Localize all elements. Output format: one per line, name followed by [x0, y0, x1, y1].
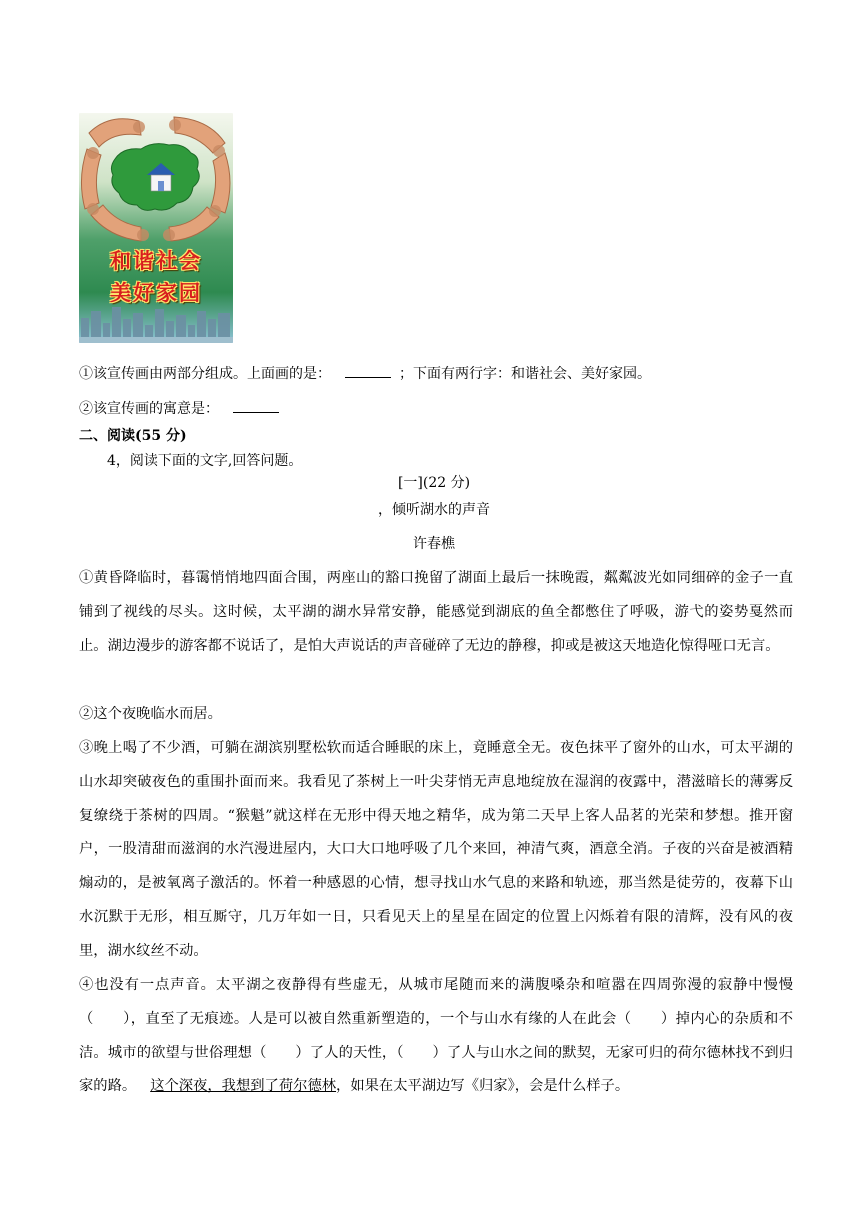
- paragraph-4-part-a: ④也没有一点声音。太平湖之夜静得有些虚无，从城市尾随而来的满腹嗓杂和喧嚣在四周弥漫的寂静中慢慢（ ），直至了无痕迹。人是可以被自然重新塑造的，一个与山水有缘的人在此会（ ）掉内心的杂质和不洁。城市的欲望与世俗理想（ ）了人的天性，（ ）了人与山水之间的默契，无家可归的荷尔德林找不到归家的路。: [79, 977, 793, 1095]
- answer-blank-2[interactable]: [233, 398, 279, 413]
- part-label: [一](22 分): [397, 475, 471, 491]
- article-author: 许春樵: [413, 536, 455, 552]
- poster-illustration: [79, 113, 233, 343]
- paragraph-3: ③晚上喝了不少酒，可躺在湖滨别墅松软而适合睡眠的床上，竟睡意全无。夜色抹平了窗外的山水，可太平湖的山水却突破夜色的重围扑面而来。我看见了茶树上一叶尖芽悄无声息地绽放在湿润的夜露中，潜滋暗长的薄雾反复缭绕于茶树的四周。“猴魁”就这样在无形中得天地之精华，成为第二天早上客人品茗的光荣和梦想。推开窗户，一股清甜而滋润的水汽漫进屋内，大口大口地呼吸了几个来回，神清气爽，酒意全消。子夜的兴奋是被酒精煽动的，是被氧离子激活的。怀着一种感恩的心情，想寻找山水气息的来路和轨迹，那当然是徒劳的，夜幕下山水沉默于无形，相互厮守，几万年如一日，只看见天上的星星在固定的位置上闪烁着有限的清辉，没有风的夜里，湖水纹丝不动。: [79, 740, 793, 959]
- question-2: [79, 398, 279, 419]
- underlined-sentence: 这个深夜，我想到了荷尔德林: [150, 1078, 337, 1095]
- question-1-prefix: ①该宣传画由两部分组成。上面画的是：: [79, 366, 331, 382]
- poster-line-2: 美好家园: [110, 281, 202, 305]
- answer-blank-1[interactable]: [345, 363, 391, 378]
- paragraph-4-part-b: ，如果在太平湖边写《归家》，会是什么样子。: [336, 1078, 630, 1095]
- paragraph-2: ②这个夜晚临水而居。: [79, 706, 222, 722]
- reading-instruction: 4，阅读下面的文字,回答问题。: [107, 453, 303, 469]
- question-1-suffix: ；下面有两行字：和谐社会、美好家园。: [399, 366, 651, 382]
- question-2-prefix: ②该宣传画的寓意是：: [79, 401, 219, 417]
- poster-line-1: 和谐社会: [110, 249, 202, 273]
- poster-image: [79, 113, 233, 343]
- article-title: ，倾听湖水的声音: [378, 502, 490, 518]
- section-heading: 二、阅读(55 分): [79, 428, 187, 444]
- question-1: [79, 363, 651, 384]
- paragraph-4: [79, 969, 793, 1104]
- paragraph-1: ①黄昏降临时，暮霭悄悄地四面合围，两座山的豁口挽留了湖面上最后一抹晚霞，粼粼波光如同细碎的金子一直铺到了视线的尽头。这时候，太平湖的湖水异常安静，能感觉到湖底的鱼全都憋住了呼吸，游弋的姿势戛然而止。湖边漫步的游客都不说话了，是怕大声说话的声音碰碎了无边的静穆，抑或是被这天地造化惊得哑口无言。: [79, 570, 793, 654]
